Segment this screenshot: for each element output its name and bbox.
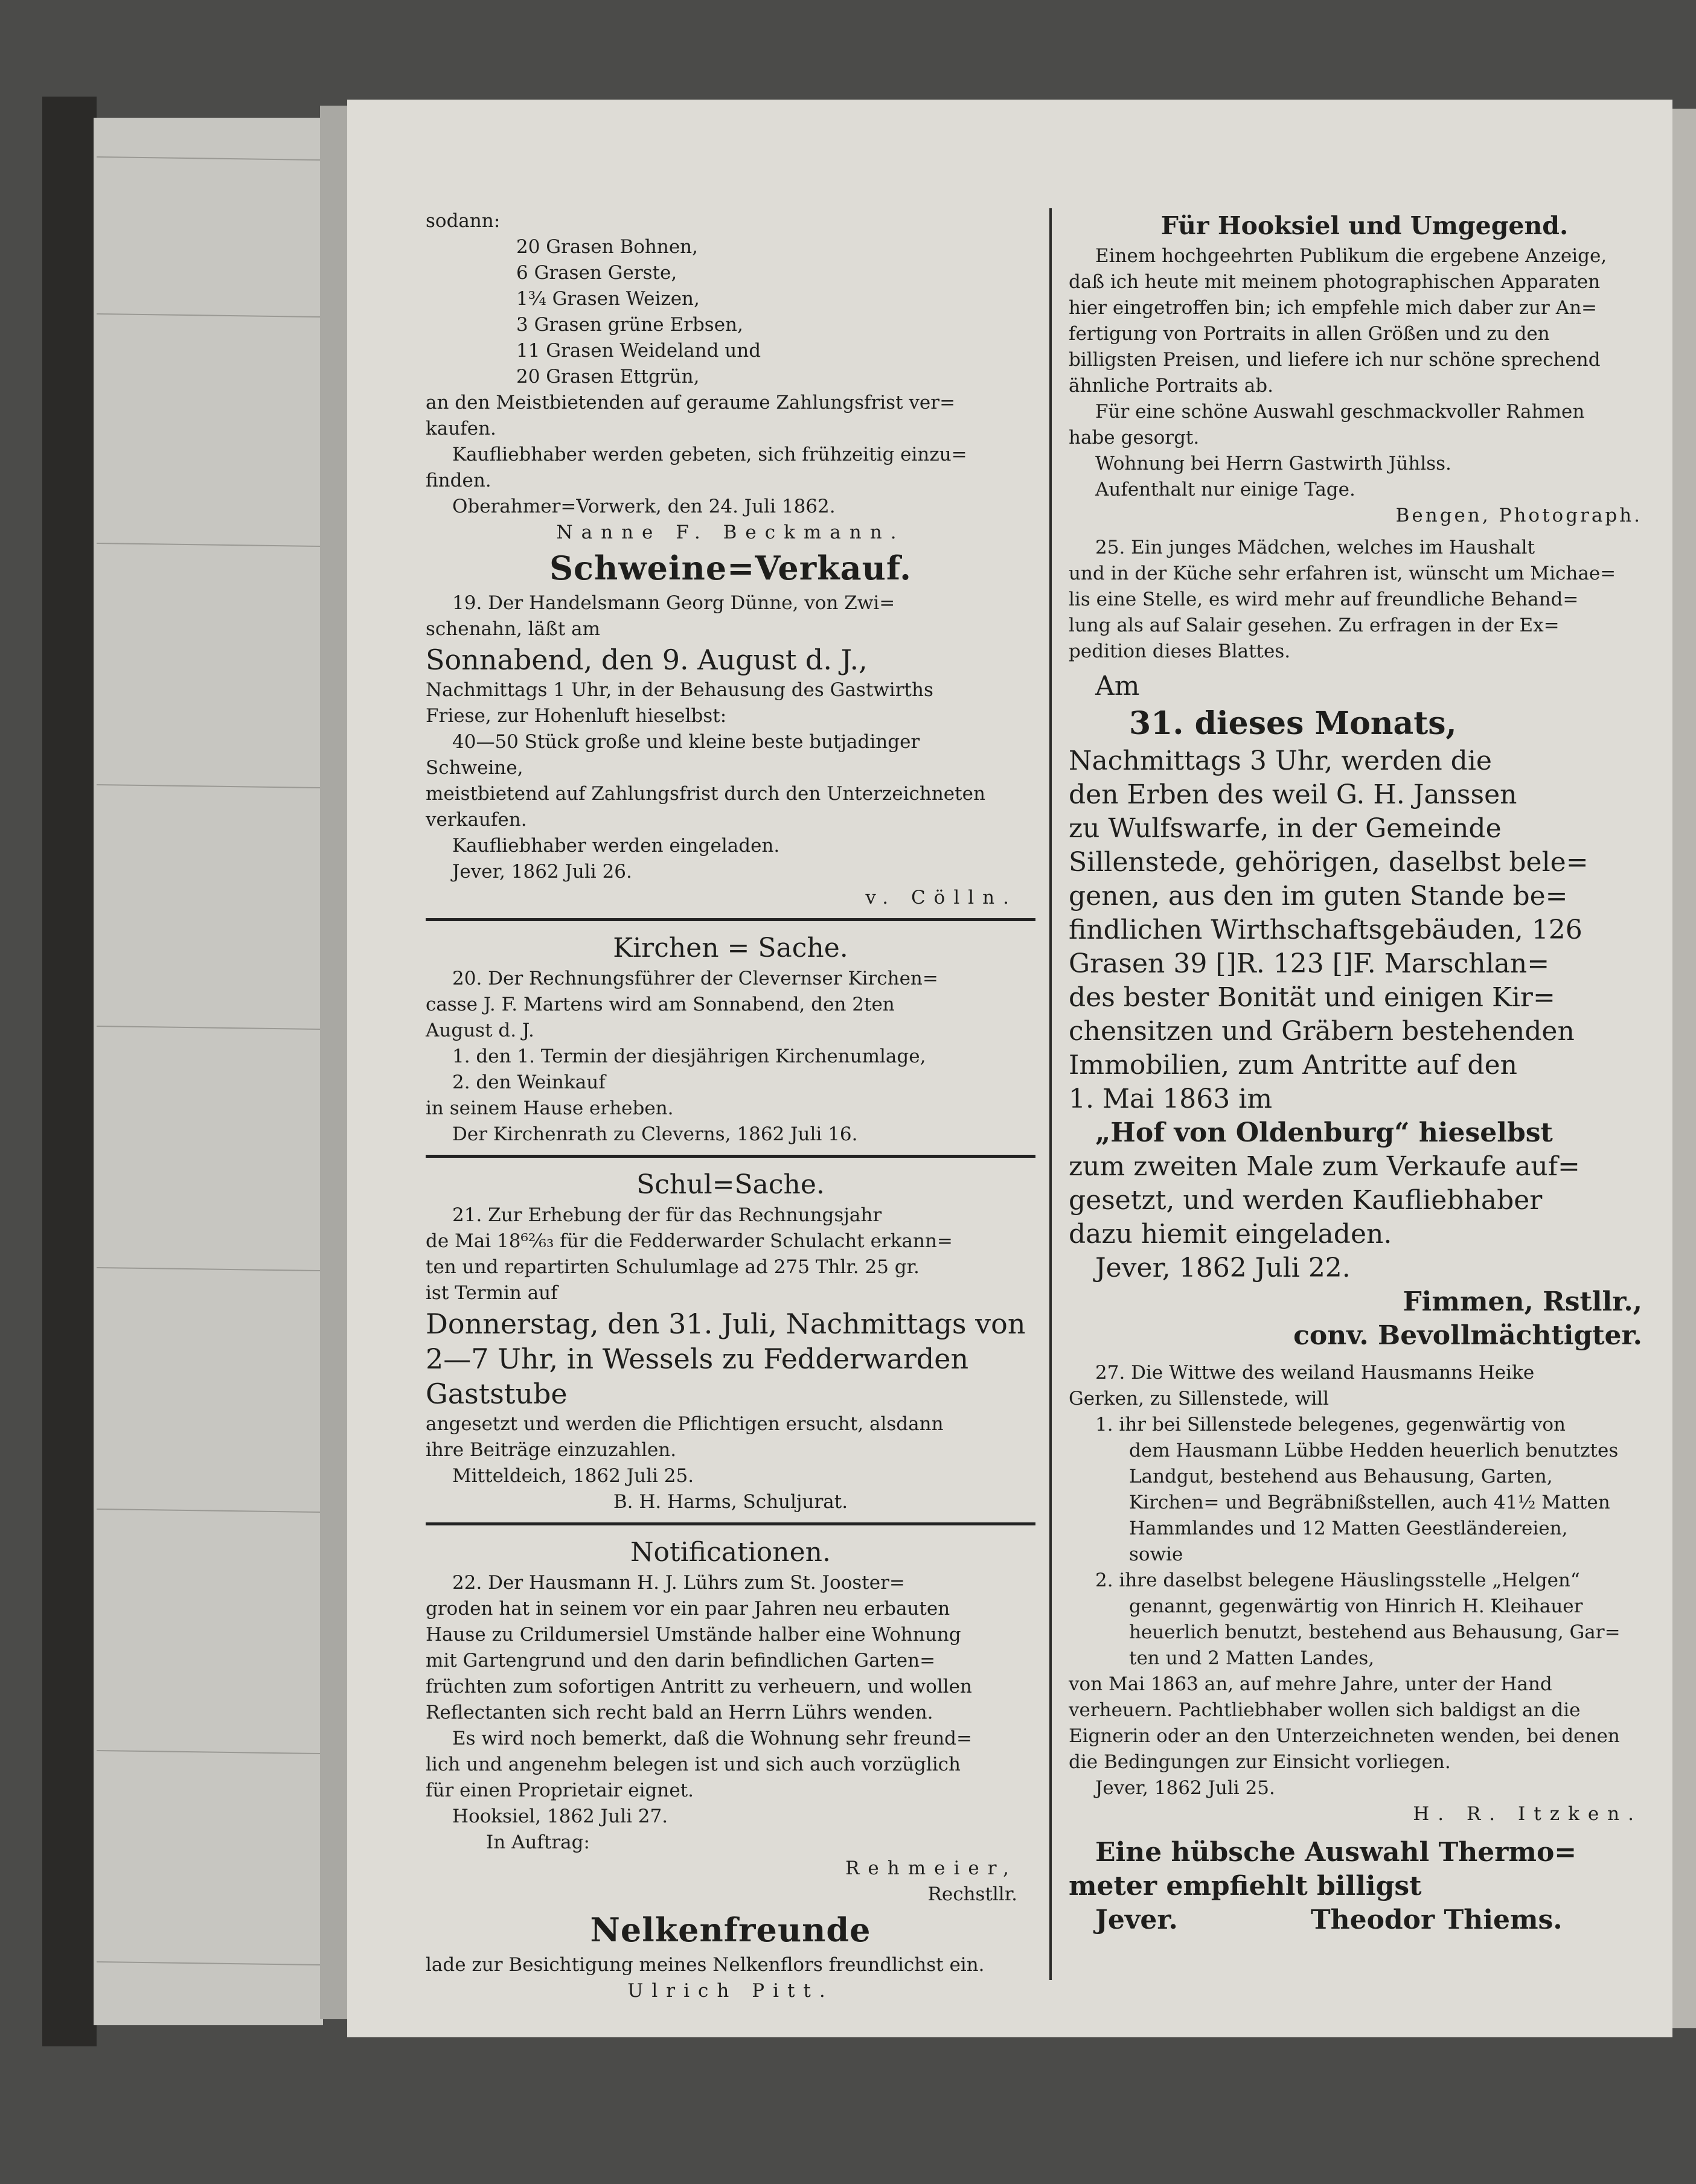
estate-sale-line: den Erben des weil G. H. Janssen (1069, 779, 1517, 810)
pig-sale-line: Jever, 1862 Juli 26. (452, 861, 632, 883)
school-line: ten und repartirten Schulumlage ad 275 Thlr. 25 gr. (426, 1256, 920, 1278)
estate-sale-line: zum zweiten Male zum Verkaufe auf= (1069, 1151, 1580, 1182)
estate-sale-line: Jever, 1862 Juli 22. (1095, 1253, 1351, 1283)
church-line: 20. Der Rechnungsführer der Clevernser Kirchen= (452, 968, 938, 989)
thermometer-place: Jever. (1095, 1905, 1178, 1935)
school-line: 21. Zur Erhebung der für das Rechnungsjahr (452, 1204, 882, 1226)
field-sale-line: finden. (426, 470, 491, 491)
estate-sale-line: findlichen Wirthschaftsgebäuden, 126 (1069, 915, 1582, 945)
church-notice (426, 931, 1035, 1148)
pig-sale-heading: Schweine=Verkauf. (549, 549, 912, 587)
widow-lease-line: Gerken, zu Sillenstede, will (1069, 1388, 1330, 1410)
notifications-line: früchten zum sofortigen Antritt zu verheuern, und wollen (426, 1676, 972, 1697)
estate-sale-date: 31. dieses Monats, (1129, 705, 1457, 742)
photographer-signature: Bengen, Photograph. (1395, 505, 1642, 526)
photographer-line: Einem hochgeehrten Publikum die ergebene Anzeige, (1095, 245, 1607, 267)
widow-lease-line: die Bedingungen zur Einsicht vorliegen. (1069, 1751, 1451, 1773)
notifications-notice (426, 1535, 1035, 1908)
estate-sale-line: dazu hiemit eingeladen. (1069, 1219, 1392, 1250)
pig-sale-line: verkaufen. (426, 809, 527, 831)
field-sale-line: 3 Grasen grüne Erbsen, (516, 314, 743, 336)
field-sale-line: an den Meistbietenden auf geraume Zahlungsfrist ver= (426, 392, 956, 413)
pig-sale-line: meistbietend auf Zahlungsfrist durch den Unterzeichneten (426, 783, 985, 805)
photographer-notice (1069, 208, 1660, 529)
pig-sale-line: Schweine, (426, 757, 523, 779)
photographer-line: habe gesorgt. (1069, 427, 1200, 449)
field-sale-line: 20 Grasen Bohnen, (516, 236, 698, 258)
church-line: in seinem Hause erheben. (426, 1097, 674, 1119)
maid-notice (1069, 535, 1660, 665)
widow-lease-notice (1069, 1360, 1660, 1827)
school-line: ist Termin auf (426, 1282, 558, 1304)
pig-sale-line: Kaufliebhaber werden eingeladen. (452, 835, 780, 857)
field-sale-line: sodann: (426, 210, 501, 232)
notifications-line: groden hat in seinem vor ein paar Jahren neu erbauten (426, 1598, 950, 1620)
carnation-signature: Ulrich Pitt. (627, 1980, 834, 2002)
photographer-line: daß ich heute mit meinem photographischen Apparaten (1069, 271, 1601, 293)
estate-sale-signature: Fimmen, Rstllr., (1403, 1286, 1642, 1317)
notifications-line: In Auftrag: (486, 1831, 590, 1853)
section-divider (426, 1522, 1035, 1525)
widow-lease-line: 2. ihre daselbst belegene Häuslingsstelle „Helgen“ (1095, 1569, 1580, 1591)
estate-sale-line: Grasen 39 []R. 123 []F. Marschlan= (1069, 948, 1550, 979)
estate-sale-lead: Am (1095, 671, 1140, 701)
widow-lease-line: 27. Die Wittwe des weiland Hausmanns Heike (1095, 1362, 1535, 1384)
photographer-line: hier eingetroffen bin; ich empfehle mich daber zur An= (1069, 297, 1598, 319)
widow-lease-line: Eignerin oder an den Unterzeichneten wenden, bei denen (1069, 1725, 1620, 1747)
field-sale-notice (426, 208, 1035, 546)
left-column (426, 208, 1035, 2004)
maid-line: 25. Ein junges Mädchen, welches im Haushalt (1095, 537, 1535, 558)
estate-sale-notice (1069, 669, 1660, 1353)
church-line: casse J. F. Martens wird am Sonnabend, den 2ten (426, 994, 895, 1015)
photographer-line: billigsten Preisen, und liefere ich nur schöne sprechend (1069, 349, 1601, 371)
photographer-line: Wohnung bei Herrn Gastwirth Jühlss. (1095, 453, 1451, 474)
church-line: 2. den Weinkauf (452, 1071, 606, 1093)
photographer-line: fertigung von Portraits in allen Größen und zu den (1069, 323, 1550, 345)
field-sale-line: Oberahmer=Vorwerk, den 24. Juli 1862. (452, 496, 836, 517)
notifications-line: Hooksiel, 1862 Juli 27. (452, 1806, 668, 1827)
right-column (1069, 208, 1660, 1937)
page-edges (94, 118, 323, 2025)
widow-lease-line: Landgut, bestehend aus Behausung, Garten, (1129, 1466, 1553, 1487)
school-line: ihre Beiträge einzuzahlen. (426, 1439, 677, 1461)
book-cover-edge (42, 97, 97, 2046)
field-sale-line: 6 Grasen Gerste, (516, 262, 677, 284)
widow-lease-line: Jever, 1862 Juli 25. (1095, 1777, 1275, 1799)
field-sale-line: 20 Grasen Ettgrün, (516, 366, 700, 388)
estate-sale-line: Nachmittags 3 Uhr, werden die (1069, 746, 1492, 776)
estate-sale-line: 1. Mai 1863 im (1069, 1084, 1273, 1114)
notifications-line: 22. Der Hausmann H. J. Lührs zum St. Jooster= (452, 1572, 905, 1594)
photographer-line: Für eine schöne Auswahl geschmackvoller Rahmen (1095, 401, 1585, 423)
school-signature: B. H. Harms, Schuljurat. (613, 1491, 848, 1513)
widow-lease-line: sowie (1129, 1544, 1183, 1565)
widow-lease-line: genannt, gegenwärtig von Hinrich H. Kleihauer (1129, 1595, 1583, 1617)
widow-lease-line: 1. ihr bei Sillenstede belegenes, gegenwärtig von (1095, 1414, 1566, 1435)
notifications-signature-title: Rechstllr. (927, 1883, 1017, 1905)
estate-sale-line: Sillenstede, gehörigen, daselbst bele= (1069, 847, 1589, 878)
page-right-edge (1672, 109, 1696, 2028)
estate-sale-line: des bester Bonität und einigen Kir= (1069, 982, 1555, 1013)
pig-sale-signature: v. Cölln. (865, 887, 1017, 908)
notifications-line: für einen Proprietair eignet. (426, 1780, 694, 1801)
widow-lease-line: heuerlich benutzt, bestehend aus Behausung, Gar= (1129, 1621, 1621, 1643)
photographer-heading: Für Hooksiel und Umgegend. (1160, 211, 1569, 240)
school-line: de Mai 18⁶²⁄₆₃ für die Fedderwarder Schulacht erkann= (426, 1230, 953, 1252)
section-divider (426, 1155, 1035, 1158)
school-line: Mitteldeich, 1862 Juli 25. (452, 1465, 694, 1487)
field-sale-signature: Nanne F. Beckmann. (556, 522, 905, 543)
thermometer-footer (1069, 1903, 1660, 1937)
pig-sale-line: 40—50 Stück große und kleine beste butjadinger (452, 731, 920, 753)
pig-sale-intro-line: schenahn, läßt am (426, 618, 600, 640)
widow-lease-line: von Mai 1863 an, auf mehre Jahre, unter der Hand (1069, 1673, 1552, 1695)
field-sale-line: 1¾ Grasen Weizen, (516, 288, 700, 310)
estate-sale-venue: „Hof von Oldenburg“ hieselbst (1095, 1117, 1553, 1148)
field-sale-line: 11 Grasen Weideland und (516, 340, 761, 362)
pig-sale-intro-line: 19. Der Handelsmann Georg Dünne, von Zwi= (452, 592, 895, 614)
photographer-line: Aufenthalt nur einige Tage. (1095, 479, 1355, 500)
thermometer-merchant: Theodor Thiems. (1310, 1905, 1563, 1935)
estate-sale-signature-title: conv. Bevollmächtigter. (1293, 1320, 1642, 1351)
notifications-line: lich und angenehm belegen ist und sich auch vorzüglich (426, 1754, 961, 1775)
church-line: August d. J. (426, 1020, 534, 1041)
pig-sale-date: Sonnabend, den 9. August d. J., (426, 643, 868, 676)
thermometer-line: Eine hübsche Auswahl Thermo= (1095, 1837, 1577, 1868)
notifications-signature: Rehmeier, (845, 1857, 1017, 1879)
school-date-line: 2—7 Uhr, in Wessels zu Fedderwarden (426, 1343, 969, 1375)
widow-lease-line: Kirchen= und Begräbnißstellen, auch 41½ Matten (1129, 1492, 1610, 1513)
thermometer-advert (1069, 1836, 1660, 1937)
widow-lease-line: ten und 2 Matten Landes, (1129, 1647, 1375, 1669)
notifications-line: mit Gartengrund und den darin befindlichen Garten= (426, 1650, 936, 1672)
notifications-heading: Notificationen. (630, 1537, 831, 1568)
pig-sale-line: Nachmittags 1 Uhr, in der Behausung des Gastwirths (426, 679, 933, 701)
thermometer-line: meter empfiehlt billigst (1069, 1871, 1422, 1901)
page-gutter (320, 106, 350, 2019)
field-sale-line: Kaufliebhaber werden gebeten, sich frühzeitig einzu= (452, 444, 967, 465)
photographer-line: ähnliche Portraits ab. (1069, 375, 1273, 397)
pig-sale-line: Friese, zur Hohenluft hieselbst: (426, 705, 727, 727)
carnation-notice (426, 1908, 1035, 2004)
church-heading: Kirchen = Sache. (613, 933, 848, 963)
church-line: Der Kirchenrath zu Cleverns, 1862 Juli 16. (452, 1123, 858, 1145)
section-divider (426, 918, 1035, 921)
estate-sale-line: Immobilien, zum Antritte auf den (1069, 1050, 1517, 1081)
maid-line: und in der Küche sehr erfahren ist, wünscht um Michae= (1069, 563, 1616, 584)
widow-lease-line: Hammlandes und 12 Matten Geestländereien, (1129, 1518, 1568, 1539)
school-heading: Schul=Sache. (636, 1169, 825, 1200)
carnation-line: lade zur Besichtigung meines Nelkenflors freundlichst ein. (426, 1954, 985, 1976)
estate-sale-line: zu Wulfswarfe, in der Gemeinde (1069, 813, 1502, 844)
estate-sale-line: chensitzen und Gräbern bestehenden (1069, 1016, 1575, 1047)
notifications-line: Reflectanten sich recht bald an Herrn Lührs wenden. (426, 1702, 933, 1723)
field-sale-line: kaufen. (426, 418, 496, 439)
school-date-line: Donnerstag, den 31. Juli, Nachmittags von (426, 1308, 1026, 1340)
maid-line: lung als auf Salair gesehen. Zu erfragen in der Ex= (1069, 615, 1560, 636)
school-line: angesetzt und werden die Pflichtigen ersucht, alsdann (426, 1413, 944, 1435)
notifications-line: Es wird noch bemerkt, daß die Wohnung sehr freund= (452, 1728, 972, 1749)
carnation-heading: Nelkenfreunde (590, 1911, 871, 1949)
widow-lease-line: dem Hausmann Lübbe Hedden heuerlich benutztes (1129, 1440, 1619, 1461)
maid-line: lis eine Stelle, es wird mehr auf freundliche Behand= (1069, 589, 1579, 610)
school-date-line: Gaststube (426, 1378, 568, 1410)
notifications-line: Hause zu Crildumersiel Umstände halber eine Wohnung (426, 1624, 961, 1646)
widow-lease-line: verheuern. Pachtliebhaber wollen sich baldigst an die (1069, 1699, 1581, 1721)
maid-line: pedition dieses Blattes. (1069, 640, 1291, 662)
church-line: 1. den 1. Termin der diesjährigen Kirchenumlage, (452, 1046, 926, 1067)
pig-sale-notice (426, 546, 1035, 911)
widow-lease-signature: H. R. Itzken. (1413, 1803, 1642, 1825)
school-notice (426, 1167, 1035, 1515)
estate-sale-line: gesetzt, und werden Kaufliebhaber (1069, 1185, 1543, 1216)
estate-sale-line: genen, aus den im guten Stande be= (1069, 881, 1568, 912)
